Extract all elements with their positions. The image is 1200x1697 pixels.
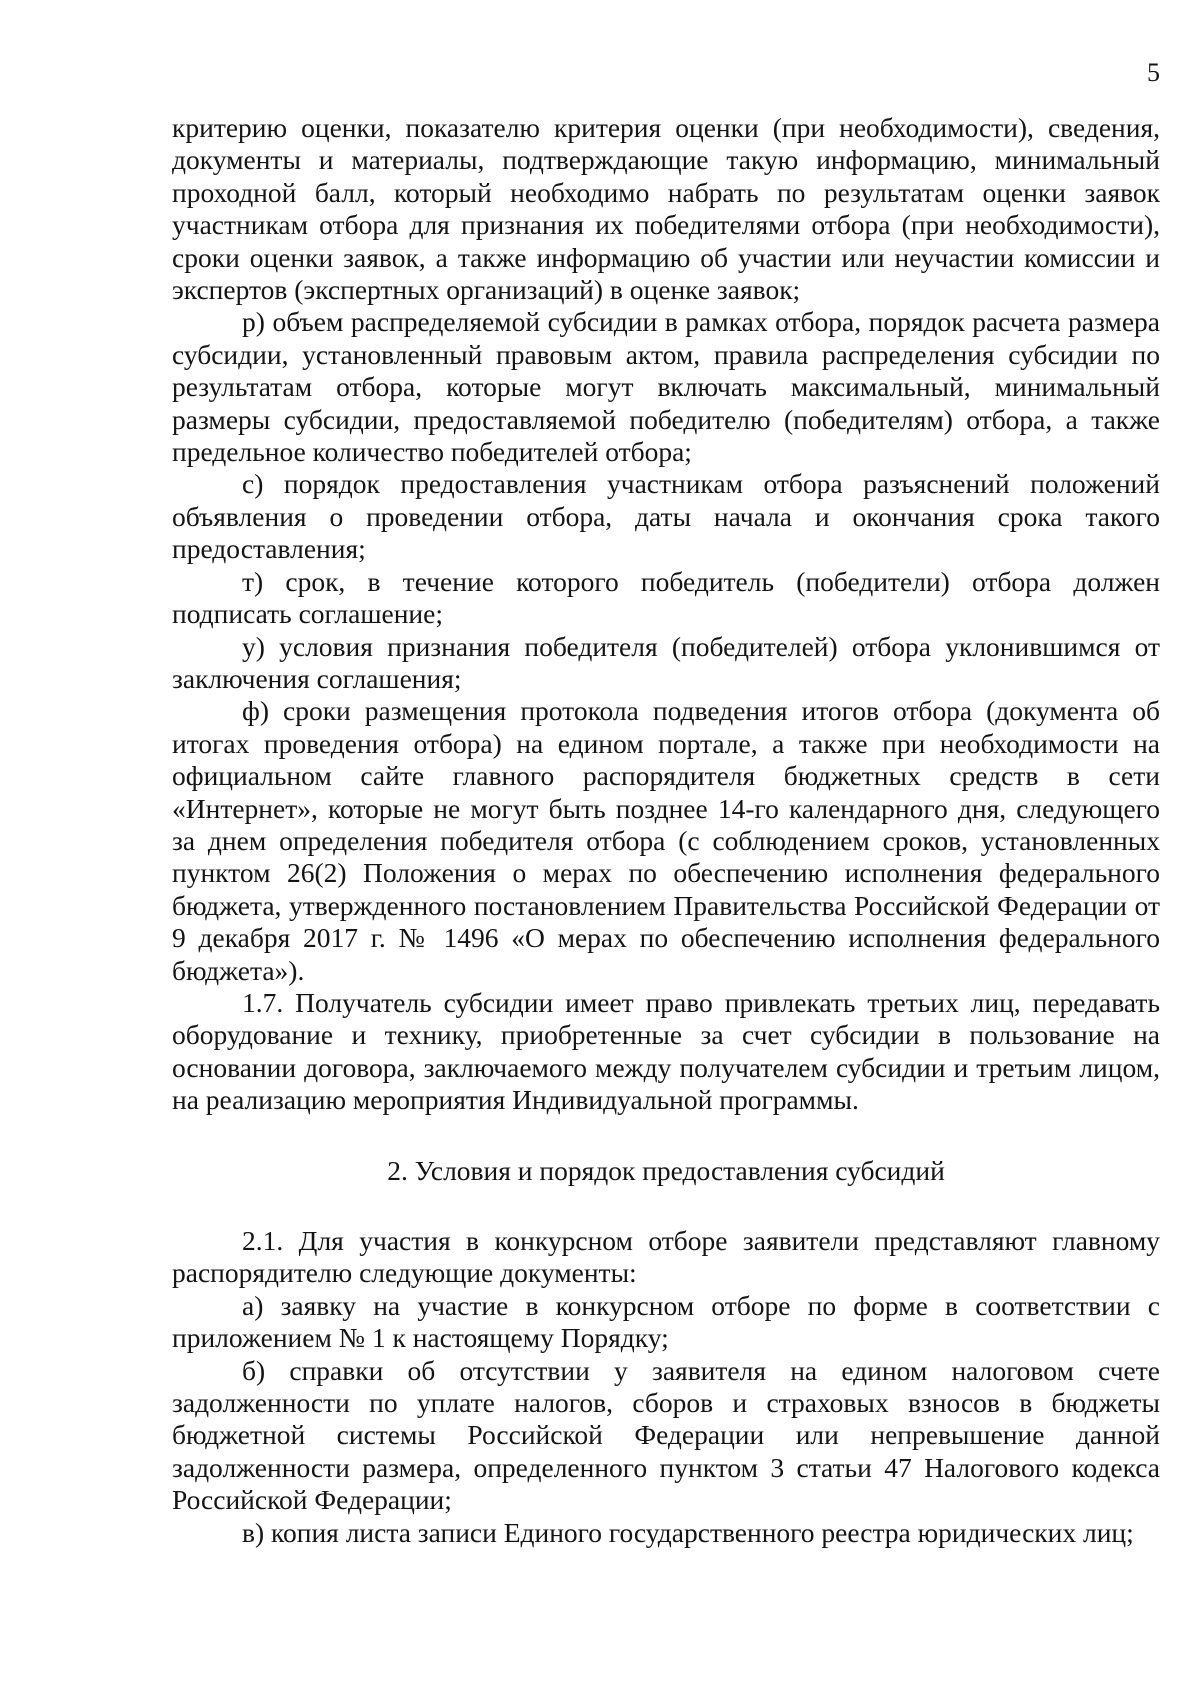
paragraph-item-r: р) объем распределяемой субсидии в рамках отбора, порядок расчета размера субсидии, установленный правовым актом, правила распределения субсидии по результатам отбора, которые могут включать максимальный, минимальный размеры субсидии, предоставляемой победителю (победителям) отбора, а также предельное количество победителей отбора; (172, 306, 1160, 468)
paragraph-item-a: а) заявку на участие в конкурсном отборе по форме в соответствии с приложением № 1 к настоящему Порядку; (172, 1289, 1160, 1354)
paragraph-item-t: т) срок, в течение которого победитель (победители) отбора должен подписать соглашение; (172, 565, 1160, 630)
section-heading: 2. Условия и порядок предоставления субсидий (387, 1154, 945, 1186)
paragraph-clause-2-1: 2.1. Для участия в конкурсном отборе заявители представляют главному распорядителю следующие документы: (172, 1225, 1160, 1289)
paragraph-item-u: у) условия признания победителя (победителей) отбора уклонившимся от заключения соглашения; (172, 630, 1160, 694)
paragraph-item-v: в) копия листа записи Единого государственного реестра юридических лиц; (242, 1516, 1134, 1548)
paragraph-item-s: с) порядок предоставления участникам отбора разъяснений положений объявления о проведении отбора, даты начала и окончания срока такого предоставления; (172, 468, 1160, 565)
paragraph-item-b: б) справки об отсутствии у заявителя на едином налоговом счете задолженности по уплате налогов, сборов и страховых взносов в бюджеты бюджетной системы Российской Федерации или непревышение данной задолженности размера, определенного пунктом 3 статьи 47 Налогового кодекса Российской Федерации; (172, 1354, 1160, 1516)
paragraph-item-f: ф) сроки размещения протокола подведения итогов отбора (документа об итогах проведения отбора) на едином портале, а также при необходимости на официальном сайте главного распорядителя бюджетных средств в сети «Интернет», которые не могут быть позднее 14-го календарного дня, следующего за днем определения победителя отбора (с соблюдением сроков, установленных пунктом 26(2) Положения о мерах по обеспечению исполнения федерального бюджета, утвержденного постановлением Правительства Российской Федерации от 9 декабря 2017 г. № 1496 «О мерах по обеспечению исполнения федерального бюджета»). (172, 695, 1160, 986)
paragraph-criteria-continuation: критерию оценки, показателю критерия оценки (при необходимости), сведения, документы и материалы, подтверждающие такую информацию, минимальный проходной балл, который необходимо набрать по результатам оценки заявок участникам отбора для признания их победителями отбора (при необходимости), сроки оценки заявок, а также информацию об участии или неучастии комиссии и экспертов (экспертных организаций) в оценке заявок; (172, 112, 1160, 306)
document-body (172, 112, 1160, 1549)
page-number: 5 (1147, 58, 1160, 87)
paragraph-clause-1-7: 1.7. Получатель субсидии имеет право привлекать третьих лиц, передавать оборудование и технику, приобретенные за счет субсидии в пользование на основании договора, заключаемого между получателем субсидии и третьим лицом, на реализацию мероприятия Индивидуальной программы. (172, 986, 1160, 1116)
